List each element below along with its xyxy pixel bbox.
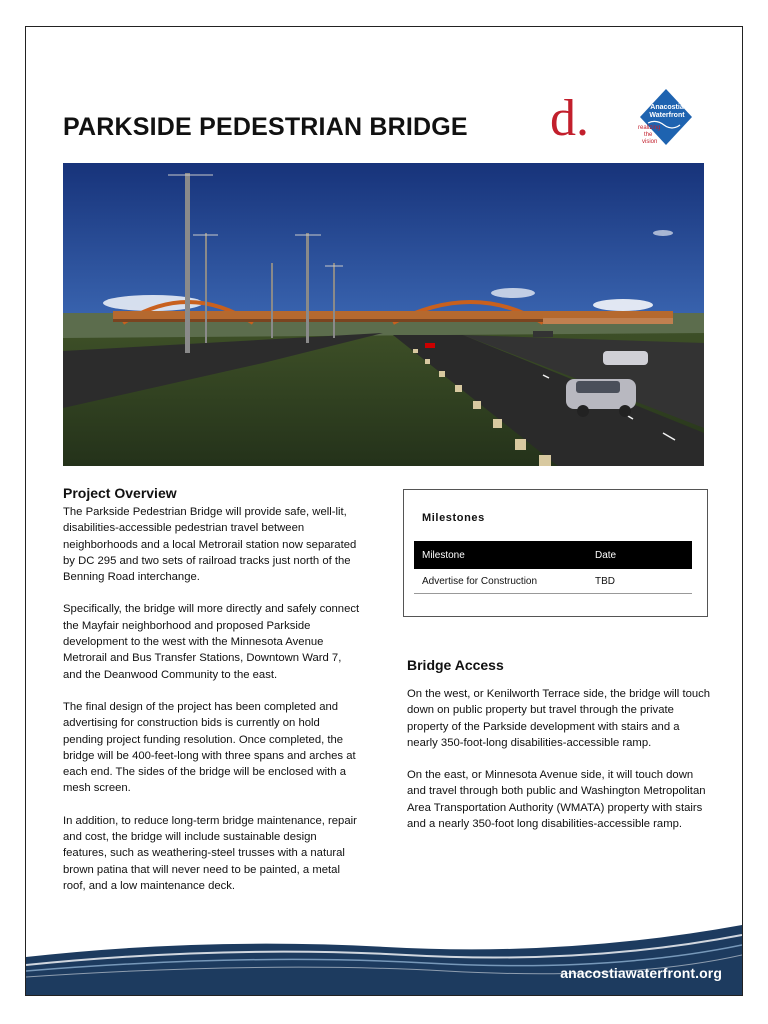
- bridge-access-heading: Bridge Access: [407, 657, 504, 673]
- fact-sheet-page: [25, 26, 743, 996]
- milestone-cell: Advertise for Construction: [414, 569, 587, 594]
- svg-text:Anacostia: Anacostia: [650, 104, 684, 111]
- milestones-table: [414, 541, 692, 594]
- page-title: PARKSIDE PEDESTRIAN BRIDGE: [63, 113, 468, 141]
- overview-paragraph: Specifically, the bridge will more directly and safely connect the Mayfair neighborhood and proposed Parkside development to the west with the Minnesota Avenue Metrorail and Bus Transfer Stations, Downtown Ward 7, and the Deanwood Community to the east.: [63, 603, 360, 681]
- access-paragraph: On the east, or Minnesota Avenue side, it will touch down and travel through both public and Washington Metropolitan Area Transportation Authority (WMATA) property with stairs and a nearly 350-foot long disabilities-accessible ramp.: [407, 769, 706, 831]
- svg-text:Waterfront: Waterfront: [649, 112, 685, 119]
- footer-wave-graphic: [26, 917, 742, 996]
- project-overview-heading: Project Overview: [63, 485, 177, 501]
- date-cell: TBD: [587, 569, 692, 594]
- bridge-access-section: [407, 657, 712, 848]
- logo-letter: d.: [550, 90, 589, 147]
- district-d-logo: [550, 91, 620, 151]
- milestones-title: Milestones: [422, 512, 485, 524]
- overview-paragraph: The Parkside Pedestrian Bridge will provide safe, well-lit, disabilities-accessible pedestrian travel between neighborhoods and a local Metrorail station now separated by DC 295 and two sets of railroad tracks just north of the Benning Road interchange.: [63, 506, 357, 584]
- column-header-date: Date: [587, 541, 692, 569]
- bridge-rendering-image: [63, 163, 704, 466]
- milestones-box: [403, 489, 708, 617]
- svg-text:the: the: [644, 132, 653, 138]
- anacostia-waterfront-logo: [634, 87, 694, 151]
- column-header-milestone: Milestone: [414, 541, 587, 569]
- table-row: [414, 569, 692, 594]
- table-header-row: [414, 541, 692, 569]
- overview-paragraph: The final design of the project has been completed and advertising for construction bids is currently on hold pending project funding resolution. Once completed, the bridge will be 400-feet-long with three spans and arches at each end. The sides of the bridge will be enclosed with a mesh screen.: [63, 700, 356, 795]
- access-paragraph: On the west, or Kenilworth Terrace side, the bridge will touch down on public property but travel through the private property of the Parkside development with stairs and a nearly 350-foot-long disabilities-accessible ramp.: [407, 688, 711, 749]
- footer-website-link[interactable]: anacostiawaterfront.org: [560, 965, 722, 981]
- svg-text:vision: vision: [642, 139, 658, 145]
- svg-text:realizing: realizing: [638, 125, 661, 131]
- project-overview-section: [63, 485, 363, 910]
- overview-paragraph: In addition, to reduce long-term bridge maintenance, repair and cost, the bridge will include sustainable design features, such as weathering-steel trusses with a natural brown patina that will never need to be painted, a metal roof, and a low maintenance deck.: [63, 814, 357, 892]
